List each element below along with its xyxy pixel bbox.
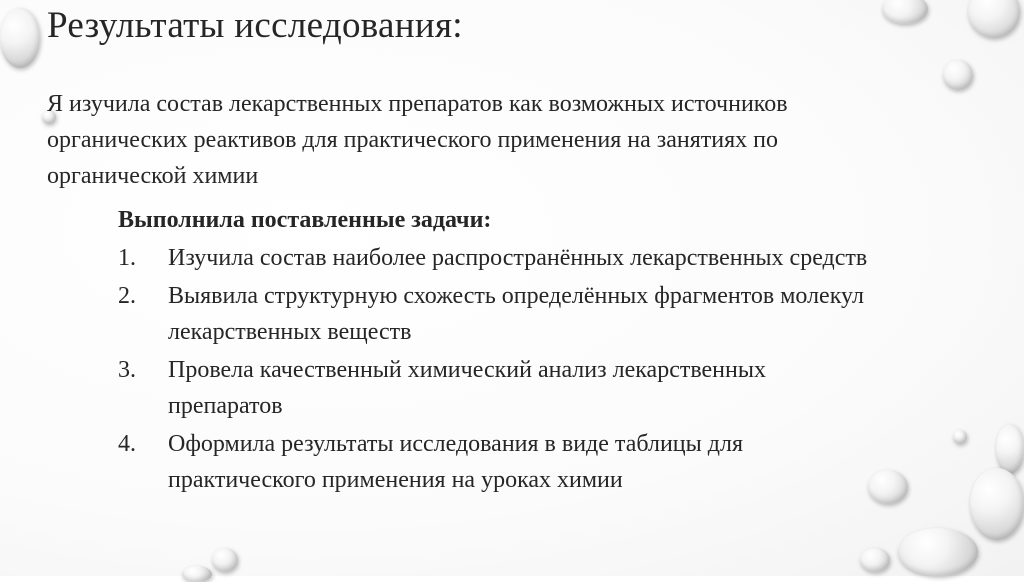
water-drop-decoration (212, 548, 238, 572)
list-item-number: 1. (118, 245, 136, 271)
water-drop-decoration (898, 528, 978, 576)
list-item-number: 3. (118, 357, 136, 383)
water-drop-decoration (968, 0, 1020, 38)
water-drop-decoration (0, 8, 40, 68)
list-item-number: 4. (118, 431, 136, 457)
water-drop-decoration (970, 468, 1024, 540)
task-list (118, 240, 878, 498)
tasks-section (118, 204, 878, 500)
list-item-text: Выявила структурную схожесть определённых фрагментов молекул лекарственных веществ (168, 283, 864, 345)
water-drop-decoration (182, 566, 212, 582)
list-item-text: Оформила результаты исследования в виде таблицы для практического применения на уроках химии (168, 431, 743, 493)
water-drop-decoration (996, 424, 1024, 474)
list-item (118, 352, 878, 424)
water-drop-decoration (943, 60, 973, 90)
intro-paragraph: Я изучила состав лекарственных препаратов как возможных источников органических реактивов для практического применения на занятиях по органической химии (47, 91, 788, 189)
list-item-text: Провела качественный химический анализ лекарственных препаратов (168, 357, 766, 419)
list-item-text: Изучила состав наиболее распространённых лекарственных средств (168, 245, 868, 271)
list-item-number: 2. (118, 283, 136, 309)
slide-title: Результаты исследования: (47, 5, 463, 46)
water-drop-decoration (860, 548, 890, 572)
list-item (118, 278, 878, 350)
water-drop-decoration (882, 0, 928, 24)
tasks-heading: Выполнила поставленные задачи: (118, 207, 492, 233)
list-item (118, 240, 878, 276)
water-drop-decoration (953, 430, 967, 444)
list-item (118, 426, 878, 498)
